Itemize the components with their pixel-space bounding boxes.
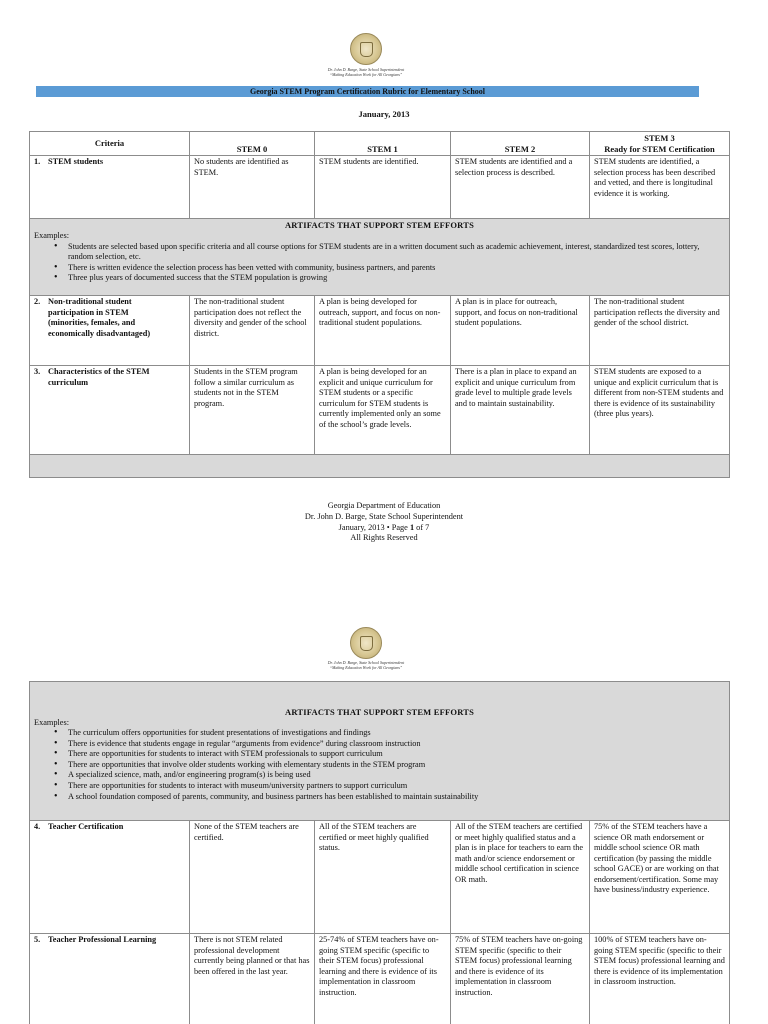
document-date: January, 2013 <box>358 109 410 119</box>
stem3-cell: STEM students are exposed to a unique and explicit curriculum that is different from non-STEM students and there is evidence of its sustainability (three plus years). <box>590 366 730 455</box>
seal-caption: Dr. John D. Barge, State School Superintendent “Making Education Work for All Georgians” <box>327 67 405 77</box>
list-item: • Three plus years of documented success that the STEM population is growing <box>34 273 725 284</box>
stem0-cell: None of the STEM teachers are certified. <box>190 821 315 934</box>
rubric-table-page-1 <box>29 131 730 478</box>
empty-grey-row <box>30 455 730 478</box>
header-stem1: STEM 1 <box>315 132 451 156</box>
stem3-cell: STEM students are identified, a selection process has been described and vetted, and there is longitudinal evidence it is working. <box>590 156 730 219</box>
seal-caption: Dr. John D. Barge, State School Superintendent “Making Education Work for All Georgians” <box>327 660 405 670</box>
page-number: 1 <box>409 522 415 532</box>
list-item: • There are opportunities for students to interact with STEM professionals to support curriculum <box>34 749 725 760</box>
artifacts-cell <box>30 219 730 296</box>
artifacts-list <box>34 242 725 284</box>
georgia-seal-icon <box>350 33 382 65</box>
stem0-cell: No students are identified as STEM. <box>190 156 315 219</box>
stem2-cell: All of the STEM teachers are certified or meet highly qualified status and a plan is in place for teachers to earn the math and/or science endorsement or middle school certification in science OR math. <box>451 821 590 934</box>
list-item: • There is written evidence the selection process has been vetted with community, business partners, and parents <box>34 263 725 274</box>
header-criteria: Criteria <box>30 132 190 156</box>
stem1-cell: STEM students are identified. <box>315 156 451 219</box>
criteria-cell: 4. Teacher Certification <box>30 821 190 934</box>
georgia-seal-icon <box>350 627 382 659</box>
examples-label: Examples: <box>34 231 70 241</box>
list-item: • A specialized science, math, and/or engineering program(s) is being used <box>34 770 725 781</box>
table-row <box>30 296 730 366</box>
document-title: Georgia STEM Program Certification Rubric for Elementary School <box>36 86 699 97</box>
list-item: • There are opportunities that involve older students working with elementary students in the STEM program <box>34 760 725 771</box>
table-row <box>30 366 730 455</box>
criteria-cell: 3. Characteristics of the STEM curriculum <box>30 366 190 455</box>
list-item: • There is evidence that students engage in regular “arguments from evidence” during classroom instruction <box>34 739 725 750</box>
examples-label: Examples: <box>34 717 70 727</box>
stem2-cell: A plan is in place for outreach, support, and focus on non-traditional student populations. <box>451 296 590 366</box>
stem2-cell: There is a plan in place to expand an explicit and unique curriculum from grade level to multiple grade levels and to maintain sustainability. <box>451 366 590 455</box>
list-item: • A school foundation composed of parents, community, and business partners has been established to maintain sustainability <box>34 792 725 803</box>
table-header-row <box>30 132 730 156</box>
list-item: • Students are selected based upon specific criteria and all course options for STEM students are in a written document such as academic achievement, interest, standardized test scores, lottery, random selection, etc. <box>34 242 725 263</box>
artifacts-list <box>34 728 725 802</box>
artifacts-title: ARTIFACTS THAT SUPPORT STEM EFFORTS <box>284 707 475 717</box>
artifacts-title: ARTIFACTS THAT SUPPORT STEM EFFORTS <box>284 220 475 231</box>
artifacts-row <box>30 682 730 821</box>
header-stem3: STEM 3 Ready for STEM Certification <box>590 132 730 156</box>
stem1-cell: All of the STEM teachers are certified or meet highly qualified status. <box>315 821 451 934</box>
artifacts-row <box>30 219 730 296</box>
page-footer: Georgia Department of Education Dr. John D. Barge, State School Superintendent January, 2013 • Page 1 of 7 All Rights Reserved <box>304 501 464 543</box>
stem1-cell: A plan is being developed for outreach, support, and focus on non-traditional student populations. <box>315 296 451 366</box>
rubric-table-page-2 <box>29 681 730 1024</box>
stem0-cell: Students in the STEM program follow a similar curriculum as students not in the STEM program. <box>190 366 315 455</box>
header-stem2: STEM 2 <box>451 132 590 156</box>
stem3-cell: The non-traditional student participation reflects the diversity and gender of the school district. <box>590 296 730 366</box>
artifacts-cell <box>30 682 730 821</box>
stem3-cell: 100% of STEM teachers have on-going STEM specific (specific to their STEM focus) professional learning and there is evidence of its implementation in classroom instruction. <box>590 934 730 1024</box>
table-row <box>30 156 730 219</box>
stem0-cell: The non-traditional student participation does not reflect the diversity and gender of the school district. <box>190 296 315 366</box>
table-row <box>30 821 730 934</box>
table-row <box>30 934 730 1024</box>
stem1-cell: 25-74% of STEM teachers have on-going STEM specific (specific to their STEM focus) professional learning and there is evidence of its implementation in classroom instruction. <box>315 934 451 1024</box>
stem3-cell: 75% of the STEM teachers have a science OR math endorsement or middle school science OR math certification (by passing the middle school GACE) or are working on that endorsement/certification. Some may have business/industry experience. <box>590 821 730 934</box>
header-stem0: STEM 0 <box>190 132 315 156</box>
stem0-cell: There is not STEM related professional development currently being planned or that has been offered in the last year. <box>190 934 315 1024</box>
list-item: • There are opportunities for students to interact with museum/university partners to support curriculum <box>34 781 725 792</box>
stem2-cell: 75% of STEM teachers have on-going STEM specific (specific to their STEM focus) professional learning and there is evidence of its implementation in classroom instruction. <box>451 934 590 1024</box>
list-item: • The curriculum offers opportunities for student presentations of investigations and findings <box>34 728 725 739</box>
stem2-cell: STEM students are identified and a selection process is described. <box>451 156 590 219</box>
criteria-cell: 1. STEM students <box>30 156 190 219</box>
criteria-cell: 5. Teacher Professional Learning <box>30 934 190 1024</box>
stem1-cell: A plan is being developed for an explicit and unique curriculum for STEM students or a specific curriculum for STEM students is currently implemented only an some of the school’s grade levels. <box>315 366 451 455</box>
criteria-cell: 2. Non-traditional student participation in STEM (minorities, females, and economically disadvantaged) <box>30 296 190 366</box>
